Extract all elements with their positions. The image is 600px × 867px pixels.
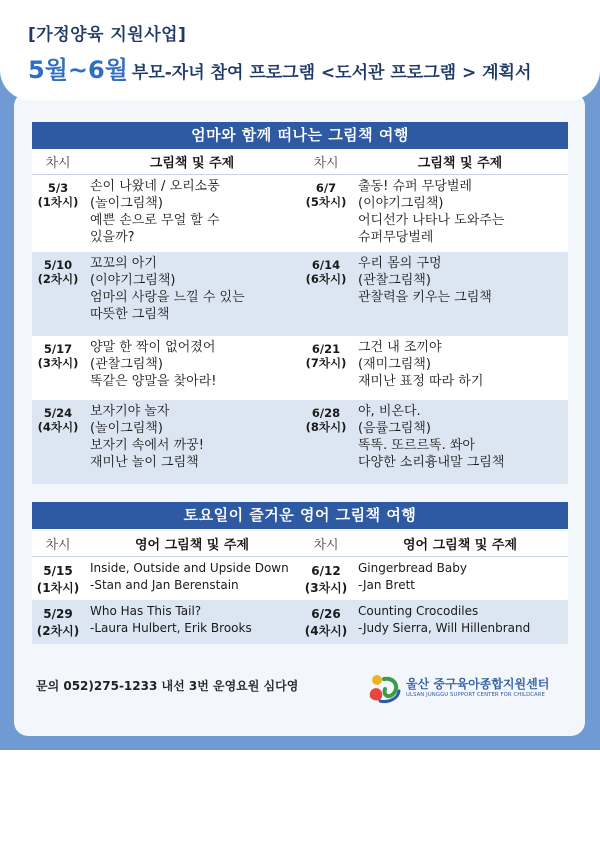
session-date: 5/10 [43, 258, 73, 272]
session-date: 5/29 [43, 607, 73, 621]
title-text: 부모-자녀 참여 프로그램 <도서관 프로그램 > 계획서 [131, 63, 532, 83]
session-cell [300, 336, 352, 400]
book-line: 보자기 속에서 까꿍! [90, 438, 204, 453]
book-line: -Jan Brett [358, 577, 416, 592]
session-cell [32, 252, 84, 336]
section1-header-row [32, 149, 568, 174]
book-line: 그건 내 조끼야 [358, 340, 442, 355]
center-logo-icon [366, 671, 402, 705]
session-date: 6/12 [311, 563, 341, 578]
col-header-session: 차시 [32, 149, 84, 174]
book-line: (이야기그림책) [90, 273, 176, 288]
book-line: 꼬꼬의 아기 [90, 256, 157, 271]
session-number: (6차시) [305, 272, 347, 286]
session-cell [300, 600, 352, 644]
header [0, 0, 600, 100]
page-title [28, 50, 531, 85]
session-number: (4차시) [37, 420, 79, 434]
book-line: (놀이그림책) [90, 195, 163, 211]
book-cell [352, 556, 568, 600]
book-line: (재미그림책) [358, 357, 431, 372]
session-date: 5/15 [43, 563, 73, 578]
section2-header-row [32, 531, 568, 556]
book-line: Counting Crocodiles [358, 604, 479, 618]
session-cell [32, 336, 84, 400]
table-row [32, 400, 568, 484]
table-row [32, 600, 568, 644]
book-line: 똑같은 양말을 찾아라! [90, 374, 217, 389]
session-date: 6/21 [311, 342, 341, 356]
book-line: 출동! 슈퍼 무당벌레 [358, 178, 472, 194]
book-line: 어디선가 나타나 도와주는 [358, 212, 505, 228]
col-header-session: 차시 [300, 149, 352, 174]
book-line: 따뜻한 그림책 [90, 307, 170, 322]
center-name: 울산 중구육아종합지원센터 [406, 677, 550, 691]
table-row [32, 174, 568, 252]
book-line: -Judy Sierra, Will Hillenbrand [358, 621, 531, 635]
book-cell [84, 174, 300, 252]
book-cell [84, 252, 300, 336]
session-number: (3차시) [37, 356, 79, 370]
session-cell [300, 174, 352, 252]
contact-info: 문의 052)275-1233 내선 3번 운영요원 심다영 [36, 679, 299, 693]
book-line: 다양한 소리흉내말 그림책 [358, 455, 505, 470]
session-date: 6/28 [311, 406, 341, 420]
col-header-book: 영어 그림책 및 주제 [84, 531, 300, 556]
session-number: (7차시) [305, 356, 347, 370]
book-line: 양말 한 짝이 없어졌어 [90, 340, 216, 355]
center-logo [366, 671, 566, 705]
book-line: 슈퍼무당벌레 [358, 229, 434, 245]
book-line: Gingerbread Baby [358, 560, 467, 575]
book-cell [352, 336, 568, 400]
session-number: (4차시) [304, 624, 348, 638]
session-number: (3차시) [304, 580, 348, 595]
session-date: 5/3 [47, 180, 69, 195]
session-number: (8차시) [305, 420, 347, 434]
book-line: Who Has This Tail? [90, 604, 202, 618]
session-date: 6/14 [311, 258, 341, 272]
session-cell [32, 400, 84, 484]
book-line: Inside, Outside and Upside Down [90, 560, 289, 575]
session-cell [32, 174, 84, 252]
col-header-session: 차시 [300, 531, 352, 556]
book-line: 관찰력을 키우는 그림책 [358, 290, 492, 305]
book-line: 야, 비온다. [358, 404, 421, 419]
book-line: 재미난 표정 따라 하기 [358, 374, 484, 389]
book-line: (관찰그림책) [358, 273, 431, 288]
table-row [32, 252, 568, 336]
book-line: -Laura Hulbert, Erik Brooks [90, 621, 252, 635]
session-number: (2차시) [37, 272, 79, 286]
book-cell [352, 400, 568, 484]
session-date: 5/24 [43, 406, 73, 420]
section1-table [32, 149, 568, 484]
book-line: 있을까? [90, 229, 135, 245]
table-row [32, 556, 568, 600]
table-row [32, 336, 568, 400]
session-number: (1차시) [37, 194, 79, 209]
book-line: 보자기야 놀자 [90, 404, 170, 419]
section2-title: 토요일이 즐거운 영어 그림책 여행 [32, 502, 568, 529]
book-line: 엄마의 사랑을 느낄 수 있는 [90, 290, 245, 305]
book-line: (놀이그림책) [90, 421, 163, 436]
col-header-book: 그림책 및 주제 [352, 149, 568, 174]
book-line: 예쁜 손으로 무얼 할 수 [90, 212, 220, 228]
session-number: (2차시) [36, 624, 80, 638]
book-cell [84, 400, 300, 484]
book-line: 재미난 놀이 그림책 [90, 455, 199, 470]
col-header-session: 차시 [32, 531, 84, 556]
book-line: -Stan and Jan Berenstain [90, 577, 239, 592]
book-line: 손이 나왔네 / 오리소풍 [90, 178, 220, 194]
book-cell [84, 336, 300, 400]
book-cell [352, 252, 568, 336]
book-line: (이야기그림책) [358, 195, 444, 211]
book-cell [352, 174, 568, 252]
book-line: (음률그림책) [358, 421, 431, 436]
book-cell [352, 600, 568, 644]
session-cell [32, 556, 84, 600]
session-cell [300, 400, 352, 484]
session-date: 6/7 [315, 180, 337, 195]
col-header-book: 영어 그림책 및 주제 [352, 531, 568, 556]
book-cell [84, 556, 300, 600]
section2-table [32, 531, 568, 644]
supertitle: [가정양육 지원사업] [28, 25, 187, 45]
book-line: 똑똑. 또르르똑. 쏴아 [358, 438, 475, 453]
session-date: 6/26 [311, 607, 341, 621]
center-name-english: ULSAN JUNGGU SUPPORT CENTER FOR CHILDCARE [406, 692, 545, 698]
session-date: 5/17 [43, 342, 73, 356]
book-line: 우리 몸의 구멍 [358, 256, 442, 271]
session-number: (1차시) [36, 580, 80, 595]
session-cell [300, 252, 352, 336]
col-header-book: 그림책 및 주제 [84, 149, 300, 174]
book-cell [84, 600, 300, 644]
session-cell [32, 600, 84, 644]
section1-title: 엄마와 함께 떠나는 그림책 여행 [32, 122, 568, 149]
session-number: (5차시) [305, 194, 347, 209]
session-cell [300, 556, 352, 600]
title-date-range: 5월~6월 [28, 56, 128, 84]
book-line: (관찰그림책) [90, 357, 163, 372]
